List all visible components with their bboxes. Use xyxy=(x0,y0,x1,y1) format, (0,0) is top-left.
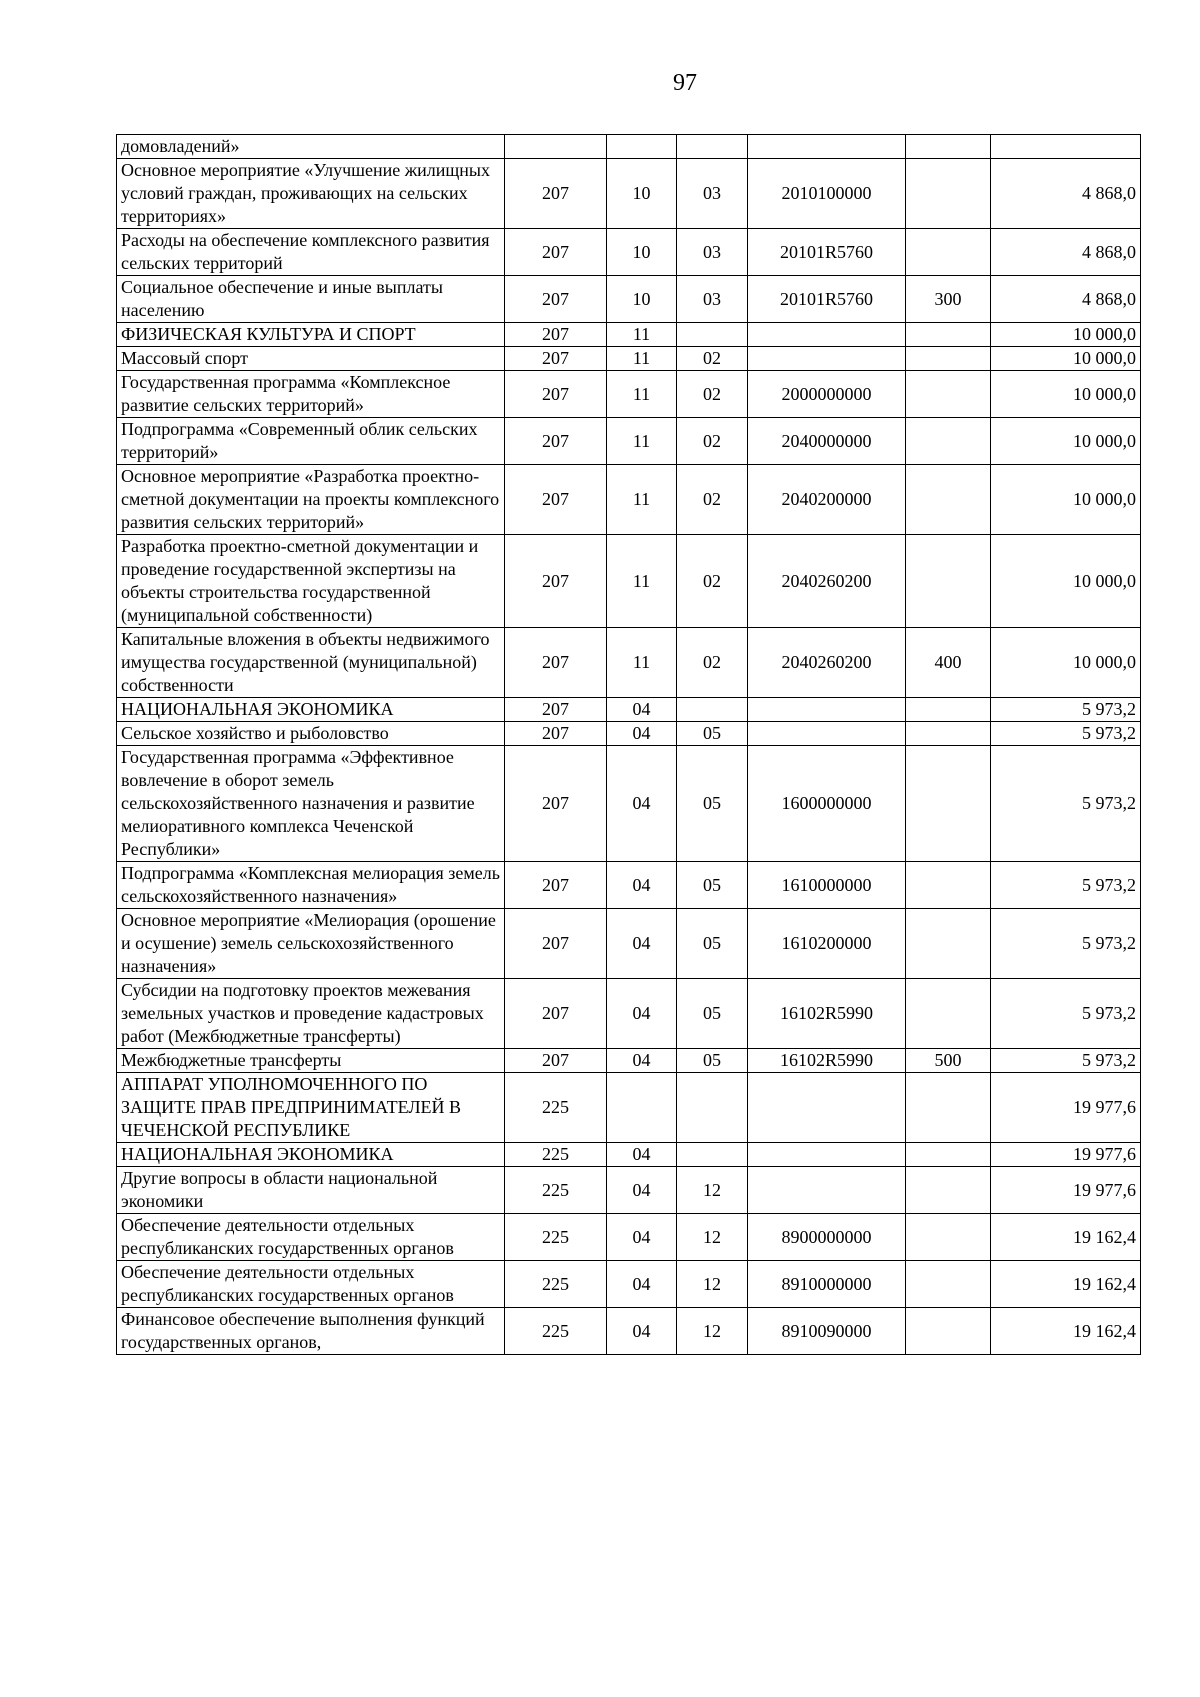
section-code: 11 xyxy=(607,535,677,628)
expense-type-code xyxy=(906,135,991,159)
table-row xyxy=(117,1214,1141,1261)
subsection-code: 03 xyxy=(677,276,748,323)
section-code: 11 xyxy=(607,323,677,347)
table-row xyxy=(117,135,1141,159)
row-name: Подпрограмма «Комплексная мелиорация земель сельскохозяйственного назначения» xyxy=(117,862,505,909)
ministry-code: 207 xyxy=(505,276,607,323)
amount xyxy=(991,135,1141,159)
ministry-code: 207 xyxy=(505,418,607,465)
ministry-code: 225 xyxy=(505,1073,607,1143)
target-article-code xyxy=(748,722,906,746)
subsection-code: 12 xyxy=(677,1214,748,1261)
expense-type-code: 300 xyxy=(906,276,991,323)
target-article-code: 2040000000 xyxy=(748,418,906,465)
target-article-code: 2000000000 xyxy=(748,371,906,418)
table-row xyxy=(117,1049,1141,1073)
expense-type-code: 400 xyxy=(906,628,991,698)
section-code: 11 xyxy=(607,465,677,535)
table-row xyxy=(117,371,1141,418)
target-article-code xyxy=(748,347,906,371)
budget-table xyxy=(116,134,1141,1355)
target-article-code: 8910090000 xyxy=(748,1308,906,1355)
ministry-code: 207 xyxy=(505,347,607,371)
amount: 10 000,0 xyxy=(991,371,1141,418)
row-name: Другие вопросы в области национальной экономики xyxy=(117,1167,505,1214)
expense-type-code xyxy=(906,535,991,628)
expense-type-code xyxy=(906,347,991,371)
expense-type-code xyxy=(906,862,991,909)
subsection-code: 05 xyxy=(677,909,748,979)
ministry-code: 207 xyxy=(505,722,607,746)
table-row xyxy=(117,418,1141,465)
ministry-code: 225 xyxy=(505,1167,607,1214)
row-name: АППАРАТ УПОЛНОМОЧЕННОГО ПО ЗАЩИТЕ ПРАВ ПРЕДПРИНИМАТЕЛЕЙ В ЧЕЧЕНСКОЙ РЕСПУБЛИКЕ xyxy=(117,1073,505,1143)
section-code: 11 xyxy=(607,628,677,698)
ministry-code: 225 xyxy=(505,1308,607,1355)
ministry-code: 207 xyxy=(505,909,607,979)
row-name: Обеспечение деятельности отдельных республиканских государственных органов xyxy=(117,1214,505,1261)
expense-type-code xyxy=(906,1073,991,1143)
ministry-code: 207 xyxy=(505,862,607,909)
amount: 19 977,6 xyxy=(991,1143,1141,1167)
section-code: 04 xyxy=(607,909,677,979)
section-code: 04 xyxy=(607,979,677,1049)
amount: 5 973,2 xyxy=(991,862,1141,909)
amount: 19 162,4 xyxy=(991,1214,1141,1261)
row-name: ФИЗИЧЕСКАЯ КУЛЬТУРА И СПОРТ xyxy=(117,323,505,347)
expense-type-code xyxy=(906,1143,991,1167)
subsection-code: 05 xyxy=(677,746,748,862)
row-name: Финансовое обеспечение выполнения функций государственных органов, xyxy=(117,1308,505,1355)
row-name: Расходы на обеспечение комплексного развития сельских территорий xyxy=(117,229,505,276)
amount: 5 973,2 xyxy=(991,746,1141,862)
target-article-code xyxy=(748,135,906,159)
expense-type-code xyxy=(906,746,991,862)
subsection-code: 03 xyxy=(677,159,748,229)
table-row xyxy=(117,229,1141,276)
ministry-code xyxy=(505,135,607,159)
expense-type-code xyxy=(906,722,991,746)
ministry-code: 207 xyxy=(505,323,607,347)
table-row xyxy=(117,909,1141,979)
table-row xyxy=(117,628,1141,698)
subsection-code: 05 xyxy=(677,722,748,746)
table-row xyxy=(117,159,1141,229)
target-article-code: 1600000000 xyxy=(748,746,906,862)
section-code: 04 xyxy=(607,1049,677,1073)
amount: 5 973,2 xyxy=(991,722,1141,746)
amount: 10 000,0 xyxy=(991,628,1141,698)
ministry-code: 225 xyxy=(505,1143,607,1167)
expense-type-code xyxy=(906,371,991,418)
target-article-code: 8900000000 xyxy=(748,1214,906,1261)
expense-type-code xyxy=(906,1308,991,1355)
subsection-code: 02 xyxy=(677,371,748,418)
ministry-code: 207 xyxy=(505,159,607,229)
row-name: Обеспечение деятельности отдельных республиканских государственных органов xyxy=(117,1261,505,1308)
ministry-code: 207 xyxy=(505,746,607,862)
expense-type-code xyxy=(906,229,991,276)
section-code: 04 xyxy=(607,1261,677,1308)
expense-type-code xyxy=(906,465,991,535)
expense-type-code xyxy=(906,909,991,979)
expense-type-code xyxy=(906,1214,991,1261)
table-row xyxy=(117,1261,1141,1308)
ministry-code: 207 xyxy=(505,371,607,418)
section-code: 10 xyxy=(607,229,677,276)
target-article-code xyxy=(748,698,906,722)
target-article-code xyxy=(748,1073,906,1143)
target-article-code: 8910000000 xyxy=(748,1261,906,1308)
section-code xyxy=(607,1073,677,1143)
table-row xyxy=(117,698,1141,722)
subsection-code xyxy=(677,135,748,159)
row-name: Основное мероприятие «Улучшение жилищных условий граждан, проживающих на сельских территориях» xyxy=(117,159,505,229)
row-name: Капитальные вложения в объекты недвижимого имущества государственной (муниципальной) собственности xyxy=(117,628,505,698)
target-article-code: 2010100000 xyxy=(748,159,906,229)
section-code: 10 xyxy=(607,276,677,323)
row-name: Разработка проектно-сметной документации и проведение государственной экспертизы на объекты строительства государственной (муниципальной собственности) xyxy=(117,535,505,628)
target-article-code: 20101R5760 xyxy=(748,229,906,276)
row-name: Межбюджетные трансферты xyxy=(117,1049,505,1073)
section-code: 04 xyxy=(607,722,677,746)
target-article-code xyxy=(748,1143,906,1167)
row-name: Основное мероприятие «Разработка проектно- сметной документации на проекты комплексного развития сельских территорий» xyxy=(117,465,505,535)
ministry-code: 207 xyxy=(505,465,607,535)
amount: 4 868,0 xyxy=(991,159,1141,229)
section-code: 04 xyxy=(607,1167,677,1214)
target-article-code: 2040200000 xyxy=(748,465,906,535)
subsection-code xyxy=(677,323,748,347)
subsection-code: 02 xyxy=(677,465,748,535)
table-row xyxy=(117,1073,1141,1143)
amount: 10 000,0 xyxy=(991,465,1141,535)
subsection-code: 02 xyxy=(677,628,748,698)
amount: 4 868,0 xyxy=(991,229,1141,276)
ministry-code: 207 xyxy=(505,535,607,628)
amount: 10 000,0 xyxy=(991,347,1141,371)
amount: 10 000,0 xyxy=(991,323,1141,347)
section-code: 10 xyxy=(607,159,677,229)
row-name: Государственная программа «Комплексное развитие сельских территорий» xyxy=(117,371,505,418)
amount: 5 973,2 xyxy=(991,979,1141,1049)
amount: 19 162,4 xyxy=(991,1308,1141,1355)
target-article-code: 16102R5990 xyxy=(748,979,906,1049)
subsection-code: 12 xyxy=(677,1167,748,1214)
target-article-code: 20101R5760 xyxy=(748,276,906,323)
subsection-code xyxy=(677,1073,748,1143)
amount: 5 973,2 xyxy=(991,909,1141,979)
table-row xyxy=(117,465,1141,535)
target-article-code: 1610200000 xyxy=(748,909,906,979)
subsection-code xyxy=(677,698,748,722)
row-name: Государственная программа «Эффективное вовлечение в оборот земель сельскохозяйственного назначения и развитие мелиоративного комплекса Чеченской Республики» xyxy=(117,746,505,862)
row-name: домовладений» xyxy=(117,135,505,159)
table-row xyxy=(117,722,1141,746)
table-body xyxy=(117,135,1141,1355)
row-name: Сельское хозяйство и рыболовство xyxy=(117,722,505,746)
expense-type-code xyxy=(906,323,991,347)
section-code: 04 xyxy=(607,1308,677,1355)
subsection-code: 02 xyxy=(677,347,748,371)
expense-type-code xyxy=(906,698,991,722)
section-code: 04 xyxy=(607,746,677,862)
row-name: Массовый спорт xyxy=(117,347,505,371)
subsection-code: 05 xyxy=(677,1049,748,1073)
section-code: 11 xyxy=(607,418,677,465)
table-row xyxy=(117,1167,1141,1214)
expense-type-code xyxy=(906,418,991,465)
amount: 19 162,4 xyxy=(991,1261,1141,1308)
ministry-code: 225 xyxy=(505,1214,607,1261)
table-row xyxy=(117,276,1141,323)
table-row xyxy=(117,535,1141,628)
expense-type-code xyxy=(906,1167,991,1214)
section-code: 04 xyxy=(607,1214,677,1261)
row-name: Подпрограмма «Современный облик сельских территорий» xyxy=(117,418,505,465)
amount: 10 000,0 xyxy=(991,418,1141,465)
target-article-code xyxy=(748,323,906,347)
table-row xyxy=(117,746,1141,862)
amount: 5 973,2 xyxy=(991,1049,1141,1073)
expense-type-code xyxy=(906,159,991,229)
subsection-code: 03 xyxy=(677,229,748,276)
section-code: 11 xyxy=(607,347,677,371)
table-row xyxy=(117,347,1141,371)
target-article-code: 16102R5990 xyxy=(748,1049,906,1073)
subsection-code: 02 xyxy=(677,535,748,628)
expense-type-code xyxy=(906,979,991,1049)
ministry-code: 207 xyxy=(505,229,607,276)
expense-type-code: 500 xyxy=(906,1049,991,1073)
expense-type-code xyxy=(906,1261,991,1308)
amount: 19 977,6 xyxy=(991,1167,1141,1214)
row-name: Основное мероприятие «Мелиорация (орошение и осушение) земель сельскохозяйственного назначения» xyxy=(117,909,505,979)
row-name: НАЦИОНАЛЬНАЯ ЭКОНОМИКА xyxy=(117,1143,505,1167)
page-number: 97 xyxy=(673,70,697,96)
target-article-code: 2040260200 xyxy=(748,535,906,628)
table-row xyxy=(117,1143,1141,1167)
subsection-code: 05 xyxy=(677,979,748,1049)
amount: 10 000,0 xyxy=(991,535,1141,628)
section-code: 04 xyxy=(607,698,677,722)
subsection-code: 12 xyxy=(677,1308,748,1355)
amount: 5 973,2 xyxy=(991,698,1141,722)
target-article-code: 2040260200 xyxy=(748,628,906,698)
row-name: НАЦИОНАЛЬНАЯ ЭКОНОМИКА xyxy=(117,698,505,722)
subsection-code: 05 xyxy=(677,862,748,909)
section-code: 04 xyxy=(607,1143,677,1167)
ministry-code: 207 xyxy=(505,1049,607,1073)
subsection-code: 02 xyxy=(677,418,748,465)
section-code: 04 xyxy=(607,862,677,909)
row-name: Социальное обеспечение и иные выплаты населению xyxy=(117,276,505,323)
section-code xyxy=(607,135,677,159)
row-name: Субсидии на подготовку проектов межевания земельных участков и проведение кадастровых работ (Межбюджетные трансферты) xyxy=(117,979,505,1049)
amount: 19 977,6 xyxy=(991,1073,1141,1143)
table-row xyxy=(117,323,1141,347)
ministry-code: 207 xyxy=(505,628,607,698)
amount: 4 868,0 xyxy=(991,276,1141,323)
target-article-code: 1610000000 xyxy=(748,862,906,909)
subsection-code xyxy=(677,1143,748,1167)
subsection-code: 12 xyxy=(677,1261,748,1308)
target-article-code xyxy=(748,1167,906,1214)
ministry-code: 207 xyxy=(505,698,607,722)
ministry-code: 207 xyxy=(505,979,607,1049)
table-row xyxy=(117,862,1141,909)
table-row xyxy=(117,1308,1141,1355)
ministry-code: 225 xyxy=(505,1261,607,1308)
section-code: 11 xyxy=(607,371,677,418)
table-row xyxy=(117,979,1141,1049)
